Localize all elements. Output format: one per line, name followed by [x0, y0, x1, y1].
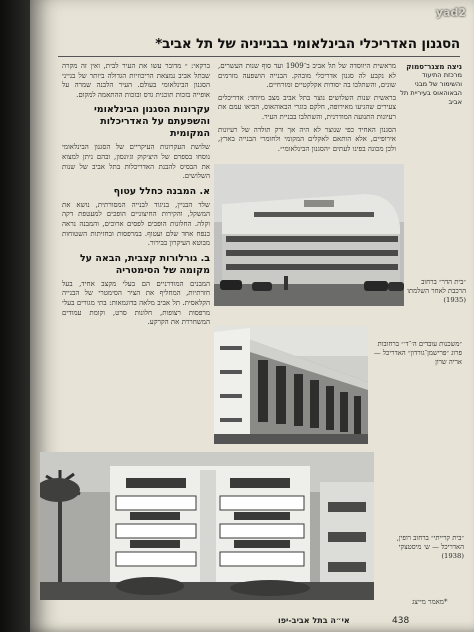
page-number: 438 [392, 616, 410, 626]
photo-caption: ״בית קרייתי״ ברחוב רופין, האדריכל — ש׳ מיסטצקי (1938) [396, 534, 464, 560]
photo-workers-housing [214, 326, 368, 444]
author-block [400, 62, 462, 107]
photo-beit-hadar [214, 164, 404, 306]
building-photo-image [40, 452, 374, 600]
book-gutter-shadow [0, 0, 30, 632]
building-photo-image [214, 164, 404, 306]
paragraph: הסגנון האחיד כפי שנוצר לא היה אך ורק תולדה של רעיונות אירופיים, אלא הותאם לאקלים המקומי ולחומרי הבנייה בארץ, ולכן מכונה בפינו לעתים ״הסגנון הבינלאומי״. [218, 125, 396, 153]
right-text-column [218, 62, 396, 162]
paragraph: מראשית היווסדה של תל אביב ב־1909 ועד סוף שנות העשרים, לא נקבע לה סגנון אדריכלי מובהק. הבנייה הושפעה מזרמים שונים, והשתלבו בה יסודות אקלקטיים ומזרחיים. [218, 62, 396, 90]
photo-caption: ״בית הדר״ ברחוב הרכבת לאחר השלמתו (1935) [407, 278, 466, 304]
left-text-column [62, 62, 210, 448]
series-title: אי״ה בתל אביב-יפו [278, 616, 350, 625]
paragraph: בראשית שנות השלושים נוצר בתל אביב מצב מיוחד: אדריכלים צעירים שהגיעו מאירופה, חלקם בוגרי הבאוהאוס, הביאו עמם את רעיונות התנועה המודרנית, והשתלבו בבניית העיר. [218, 93, 396, 121]
watermark-logo: yad2 [435, 6, 466, 19]
paragraph: המבנים המודרניים הם בעלי מקצב אחיד, בעל חזרתיות, המחליף את הציר הסימטרי של הבנייה הקלאסית. תל אביב מלאה בדוגמאות: בתי מגורים בעלי מרפסות רצופות, חלונות סרט, וקומת עמודים המשחררת את הקרקע. [62, 279, 210, 327]
article-headline: הסגנון האדריכלי הבינלאומי בבנייניה של תל אביב* [155, 36, 460, 52]
paragraph: שלושת העקרונות העיקריים של הסגנון הבינלאומי נוסחו בספרם של היצ׳קוק וג׳ונסון, ובהם ניתן למצוא את הבסיס להבנת האדריכלות בתל אביב של שנות השלושים. [62, 143, 210, 181]
author-affiliation: מרכזת התיעוד והשימור של מבני הבאוהאוס בעיריית תל אביב [400, 71, 462, 106]
author-name: ניצה מצגר־סמוק [406, 62, 462, 71]
photo-caption: ״משכנות עובדים ה׳־ד׳״ ברחובות פרוג ״פרישמן־גורדון״ האדריכל — אריה שרון [373, 340, 462, 366]
building-photo-image [214, 326, 368, 444]
headline-rule [58, 56, 460, 57]
section-heading: א. המבנה כחלל עטוף [113, 185, 210, 197]
intro-paragraph: ברקאי: ״ מדובר עשו את העיר לבית, ואין זה מקרה שבתל אביב נמצאת הריכוזיות הגדולה ביותר של בנייני הסגנון הבינלאומי בעולם. העיר הלבנה שמרה על אופייה בזכות תוכנית גדס ובזכות ההתאמה למקום. [62, 62, 210, 99]
footnote: *מאמר מייצג [412, 598, 448, 606]
paragraph: שלד הבניין, בניגוד לבנייה המסורתית, נושא את המשקל, והקירות החיצוניים הופכים למעטפת דקה וקלה. החלונות הופכים לפסים ארוכים, והמבנה נראה כנפח אחד שלם ועטוף. במרפסות ובחזיתות השטוחות מבוטא העיקרון בבירור. [62, 200, 210, 248]
photo-kiryati-house [40, 452, 374, 600]
section-heading: ב. גורלורות קצבית, הבאה על מקומה של הסימטריה [79, 252, 210, 276]
section-heading: עקרונות הסגנון הבינלאומי והשפעתם על האדריכלות המקומית [93, 104, 210, 140]
